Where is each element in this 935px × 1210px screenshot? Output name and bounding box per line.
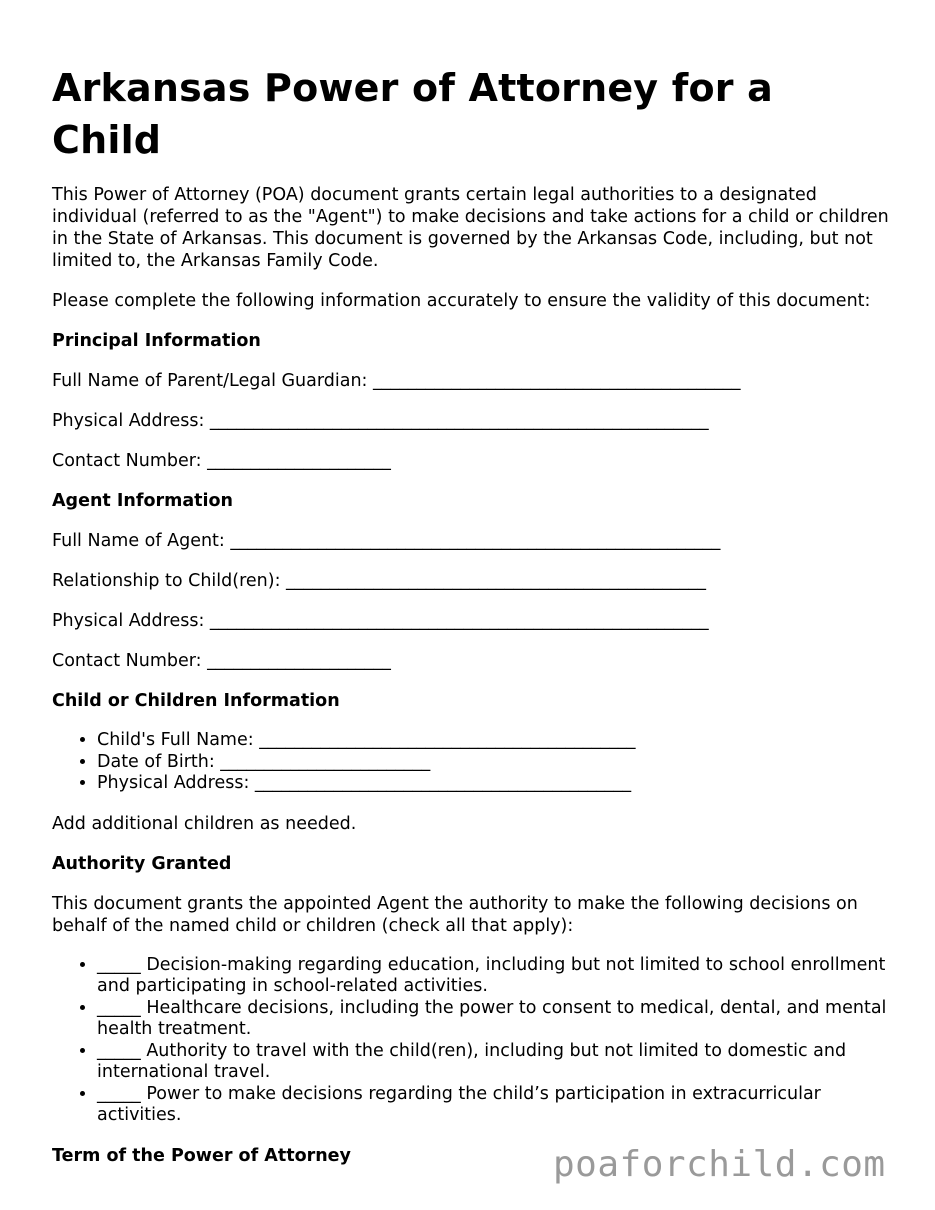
principal-contact-field: Contact Number: _____________________ (52, 451, 391, 471)
document-page (52, 62, 892, 1185)
authority-intro: This document grants the appointed Agent the authority to make the following decisions on behalf of the named child or children (check all that apply): (52, 893, 858, 936)
agent-heading: Agent Information (52, 491, 233, 511)
children-list (52, 730, 892, 795)
children-note: Add additional children as needed. (52, 813, 357, 834)
principal-address-field: Physical Address: _________________________________________________________ (52, 411, 709, 431)
agent-full-name-field: Full Name of Agent: ________________________________________________________ (52, 531, 721, 551)
child-date-of-birth-field: • Date of Birth: ________________________ (97, 752, 892, 774)
child-full-name-field: • Child's Full Name: ___________________________________________ (97, 730, 892, 752)
child-address-field: • Physical Address: ___________________________________________ (97, 773, 892, 795)
agent-relationship-field: Relationship to Child(ren): ________________________________________________ (52, 571, 707, 591)
children-heading: Child or Children Information (52, 691, 340, 711)
principal-heading: Principal Information (52, 331, 261, 351)
authority-section (52, 853, 892, 1127)
authority-heading: Authority Granted (52, 853, 232, 874)
authority-item-travel: • _____ Authority to travel with the child(ren), including but not limited to domestic and international travel. (97, 1041, 892, 1084)
agent-section (52, 490, 892, 672)
instruction-paragraph: Please complete the following information accurately to ensure the validity of this document: (52, 291, 871, 311)
term-heading: Term of the Power of Attorney (52, 1145, 351, 1166)
site-watermark: poaforchild.com (553, 1144, 886, 1185)
authority-item-extracurricular: • _____ Power to make decisions regarding the child’s participation in extracurricular activities. (97, 1084, 892, 1127)
agent-contact-field: Contact Number: _____________________ (52, 651, 391, 671)
agent-address-field: Physical Address: _________________________________________________________ (52, 611, 709, 631)
authority-item-healthcare: • _____ Healthcare decisions, including the power to consent to medical, dental, and mental health treatment. (97, 998, 892, 1041)
principal-section (52, 330, 892, 472)
intro-paragraph: This Power of Attorney (POA) document grants certain legal authorities to a designated individual (referred to as the "Agent") to make decisions and take actions for a child or children in the State of Arkansas. This document is governed by the Arkansas Code, including, but not limited to, the Arkansas Family Code. (52, 185, 889, 271)
authority-list (52, 955, 892, 1127)
children-section (52, 690, 892, 835)
document-title: Arkansas Power of Attorney for a Child (52, 66, 773, 162)
principal-full-name-field: Full Name of Parent/Legal Guardian: __________________________________________ (52, 371, 741, 391)
authority-item-education: • _____ Decision-making regarding education, including but not limited to school enrollment and participating in school-related activities. (97, 955, 892, 998)
